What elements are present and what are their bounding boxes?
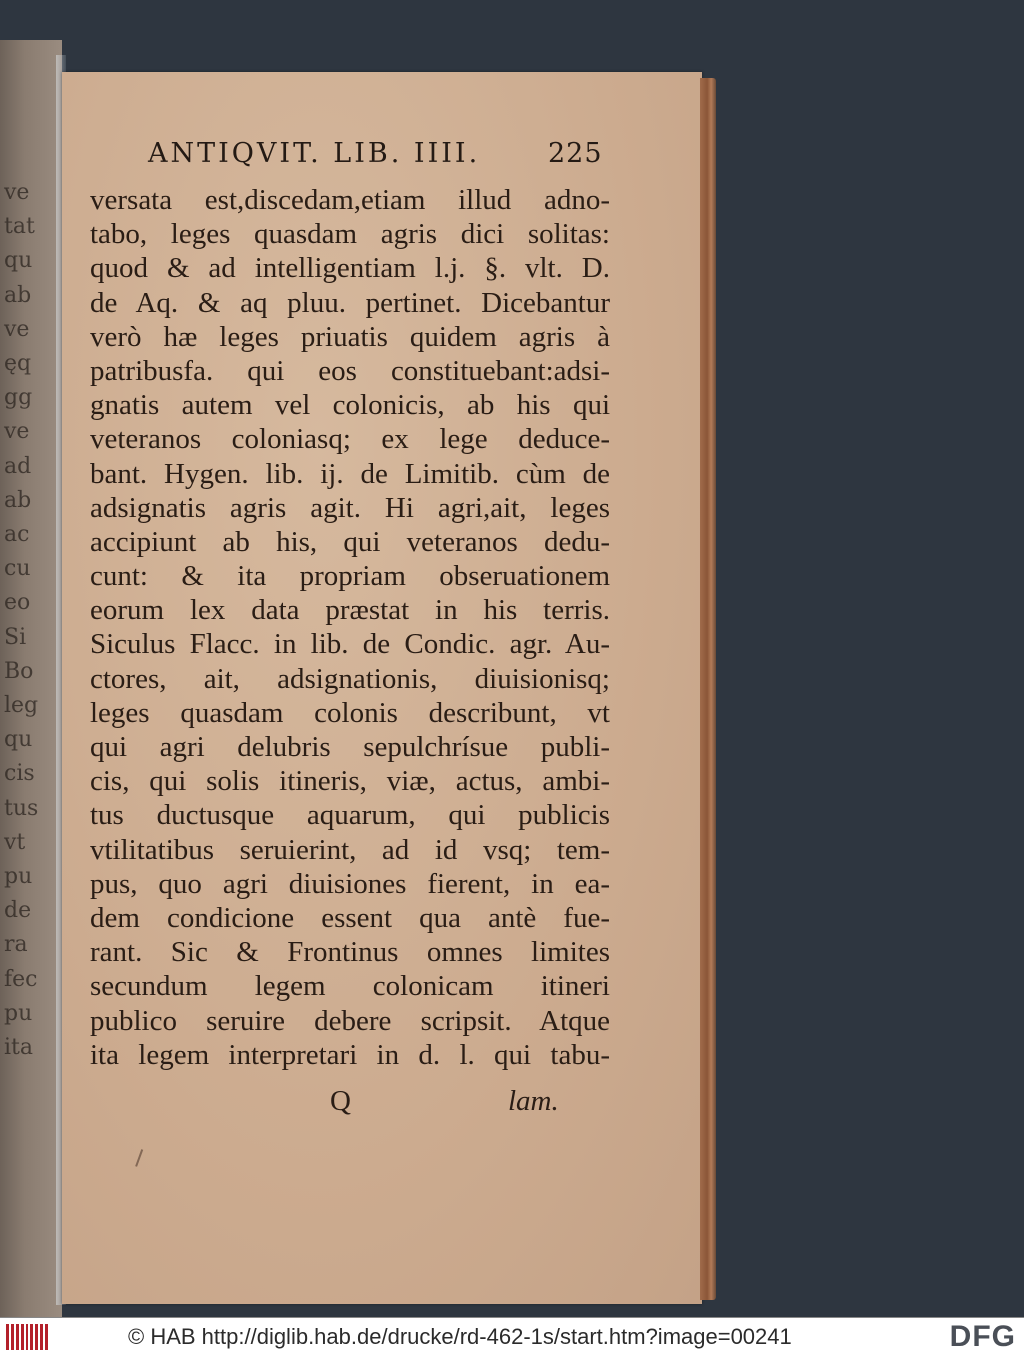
facing-page-text-fragment: pu (4, 864, 33, 889)
text-line: cis, qui solis itineris, viæ, actus, ambi- (90, 765, 610, 798)
facing-page-text-fragment: qu (4, 248, 33, 274)
copyright-link[interactable]: © HAB http://diglib.hab.de/drucke/rd-462-1s/start.htm?image=00241 (128, 1324, 792, 1349)
facing-page-text-fragment: ra (4, 932, 28, 958)
text-line: publico seruire debere scripsit. Atque (90, 1004, 610, 1037)
facing-page-text-fragment: Si (4, 624, 27, 650)
text-line: ita legem interpretari in d. l. qui tabu- (90, 1038, 610, 1071)
facing-page-text-fragment: leg (4, 693, 39, 718)
facing-page-text-fragment: ab (4, 282, 32, 308)
text-line: ctores, ait, adsignationis, diuisionisq; (90, 662, 610, 695)
facing-page-text-fragment: ęq (4, 351, 32, 376)
facing-page-text-fragment: ad (4, 453, 32, 479)
facing-page-text-fragment: ve (4, 316, 30, 342)
facing-page-text-fragment: eo (4, 590, 31, 616)
signature-mark: Q (330, 1085, 351, 1117)
text-line: patribusfa. qui eos constituebant:adsi- (90, 354, 610, 387)
dfg-logo[interactable]: DFG (949, 1320, 1016, 1353)
text-line: vtilitatibus seruierint, ad id vsq; tem- (90, 833, 610, 866)
text-line: veteranos coloniasq; ex lege deduce- (90, 423, 610, 456)
page-number: 225 (548, 138, 603, 169)
facing-page-text-fragment: cu (4, 556, 31, 582)
catchword: lam. (508, 1085, 559, 1117)
facing-page-text-fragment: ve (4, 419, 30, 445)
text-line: cunt: & ita propriam obseruationem (90, 560, 610, 593)
facing-page-text-fragment: gg (4, 385, 33, 411)
text-line: qui agri delubris sepulchrísue publi- (90, 731, 610, 763)
text-line: de Aq. & aq pluu. pertinet. Dicebantur (90, 286, 610, 319)
facing-page-text-fragment: ve (4, 180, 30, 205)
facing-page-text-fragment: cis (4, 761, 35, 787)
running-header (148, 138, 608, 178)
facing-page-text-fragment: ab (4, 487, 32, 513)
text-line: secundum legem colonicam itineri (90, 970, 610, 1003)
running-title: ANTIQVIT. LIB. IIII. (148, 138, 481, 169)
text-line: rant. Sic & Frontinus omnes limites (90, 936, 610, 969)
text-line: quod & ad intelligentiam l.j. §. vlt. D. (90, 252, 610, 285)
text-line: versata est,discedam,etiam illud adno- (90, 184, 610, 216)
viewer-footer (0, 1317, 1024, 1355)
text-line: leges quasdam colonis describunt, vt (90, 696, 610, 729)
facing-page-text-fragment: tat (4, 214, 35, 240)
text-line: bant. Hygen. lib. ij. de Limitib. cùm de (90, 457, 610, 490)
text-line: dem condicione essent qua antè fue- (90, 901, 610, 934)
facing-page-fragment (0, 40, 62, 1330)
facing-page-text-fragment: de (4, 898, 32, 924)
facing-page-text-fragment: vt (4, 829, 26, 855)
text-line: tabo, leges quasdam agris dici solitas: (90, 218, 610, 251)
page-body-text (90, 183, 610, 1072)
text-line: Siculus Flacc. in lib. de Condic. agr. Au- (90, 628, 610, 661)
text-line: adsignatis agris agit. Hi agri,ait, leges (90, 491, 610, 524)
facing-page-text-fragment: ita (4, 1035, 33, 1060)
facing-page-text-fragment: pu (4, 1000, 33, 1026)
facing-page-text-fragment: qu (4, 727, 33, 753)
page-block-edge (700, 78, 716, 1300)
facing-page-text-fragment: ac (4, 522, 30, 547)
text-line: tus ductusque aquarum, qui publicis (90, 799, 610, 832)
facing-page-text-fragment: fec (4, 966, 38, 992)
facing-page-text-fragment: tus (4, 795, 39, 821)
text-line: gnatis autem vel colonicis, ab his qui (90, 389, 610, 422)
archive-bars-icon[interactable] (6, 1324, 48, 1350)
facing-page-text-fragment: Bo (4, 658, 34, 684)
text-line: eorum lex data præstat in his terris. (90, 594, 610, 627)
text-line: verò hæ leges priuatis quidem agris à (90, 320, 610, 353)
text-line: accipiunt ab his, qui veteranos dedu- (90, 525, 610, 558)
text-line: pus, quo agri diuisiones fierent, in ea- (90, 867, 610, 900)
